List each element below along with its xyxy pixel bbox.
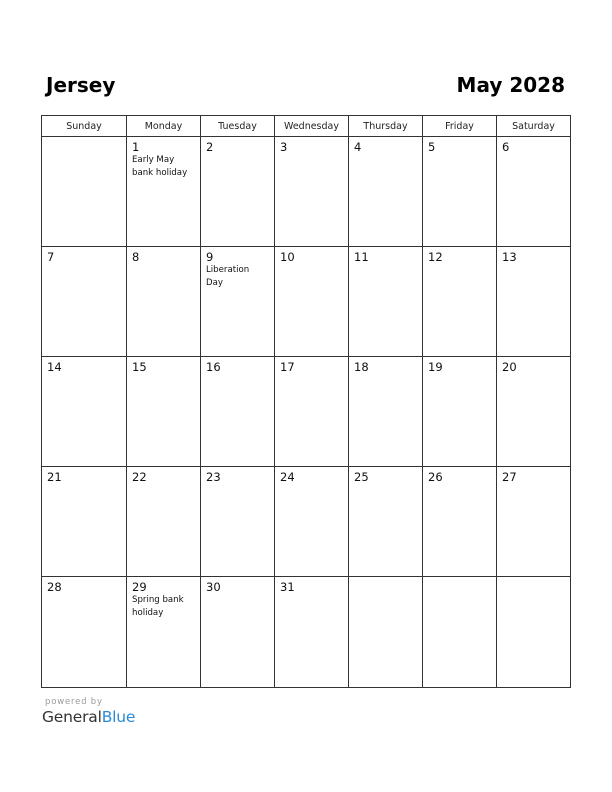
day-number: 15	[132, 360, 147, 374]
day-cell	[423, 467, 497, 577]
day-cell	[275, 137, 349, 247]
day-cell	[201, 577, 275, 687]
day-number: 21	[47, 470, 62, 484]
day-number: 26	[428, 470, 443, 484]
day-cell	[349, 467, 423, 577]
day-number: 14	[47, 360, 62, 374]
day-number: 16	[206, 360, 221, 374]
day-cell	[275, 357, 349, 467]
day-number: 30	[206, 580, 221, 594]
day-cell	[497, 357, 570, 467]
day-number: 23	[206, 470, 221, 484]
day-number: 4	[354, 140, 362, 154]
weekday-header-wednesday: Wednesday	[275, 116, 349, 137]
day-cell	[127, 577, 201, 687]
day-number: 18	[354, 360, 369, 374]
day-number: 17	[280, 360, 295, 374]
powered-by-label: powered by	[45, 697, 103, 707]
weekday-header-tuesday: Tuesday	[201, 116, 275, 137]
day-number: 28	[47, 580, 62, 594]
weekday-header-saturday: Saturday	[497, 116, 570, 137]
day-cell	[201, 357, 275, 467]
generalblue-logo[interactable]	[42, 708, 135, 726]
logo-general-text: General	[42, 708, 102, 726]
day-number: 13	[502, 250, 517, 264]
day-cell	[497, 247, 570, 357]
day-cell	[127, 467, 201, 577]
day-cell	[349, 247, 423, 357]
day-cell	[423, 247, 497, 357]
weekday-header-monday: Monday	[127, 116, 201, 137]
day-cell	[349, 357, 423, 467]
day-cell	[497, 467, 570, 577]
day-cell	[42, 137, 127, 247]
day-number: 2	[206, 140, 214, 154]
day-number: 12	[428, 250, 443, 264]
calendar-grid	[41, 115, 571, 688]
region-title: Jersey	[46, 73, 116, 97]
day-number: 5	[428, 140, 436, 154]
day-cell	[201, 137, 275, 247]
day-cell	[423, 137, 497, 247]
day-cell	[42, 357, 127, 467]
weekday-header-friday: Friday	[423, 116, 497, 137]
day-cell	[201, 247, 275, 357]
holiday-label: Early May bank holiday	[132, 155, 188, 178]
day-cell	[349, 137, 423, 247]
day-number: 8	[132, 250, 140, 264]
day-number: 1	[132, 140, 140, 154]
day-number: 27	[502, 470, 517, 484]
day-number: 20	[502, 360, 517, 374]
day-number: 31	[280, 580, 295, 594]
day-number: 24	[280, 470, 295, 484]
logo-blue-text: Blue	[101, 708, 136, 726]
day-number: 22	[132, 470, 147, 484]
day-number: 3	[280, 140, 288, 154]
day-number: 25	[354, 470, 369, 484]
day-cell	[275, 467, 349, 577]
day-cell	[127, 137, 201, 247]
day-number: 11	[354, 250, 369, 264]
day-cell	[497, 137, 570, 247]
day-cell	[127, 357, 201, 467]
day-cell	[497, 577, 570, 687]
day-cell	[42, 577, 127, 687]
day-number: 10	[280, 250, 295, 264]
month-year-title: May 2028	[456, 73, 565, 97]
day-cell	[275, 247, 349, 357]
day-cell	[42, 467, 127, 577]
day-number: 9	[206, 250, 214, 264]
day-number: 29	[132, 580, 147, 594]
day-cell	[349, 577, 423, 687]
day-cell	[201, 467, 275, 577]
holiday-label: Liberation Day	[206, 265, 250, 288]
holiday-label: Spring bank holiday	[132, 595, 184, 618]
weekday-header-thursday: Thursday	[349, 116, 423, 137]
day-cell	[423, 577, 497, 687]
day-cell	[275, 577, 349, 687]
day-cell	[127, 247, 201, 357]
day-number: 7	[47, 250, 55, 264]
day-number: 19	[428, 360, 443, 374]
day-cell	[423, 357, 497, 467]
day-number: 6	[502, 140, 510, 154]
day-cell	[42, 247, 127, 357]
weekday-header-sunday: Sunday	[42, 116, 127, 137]
